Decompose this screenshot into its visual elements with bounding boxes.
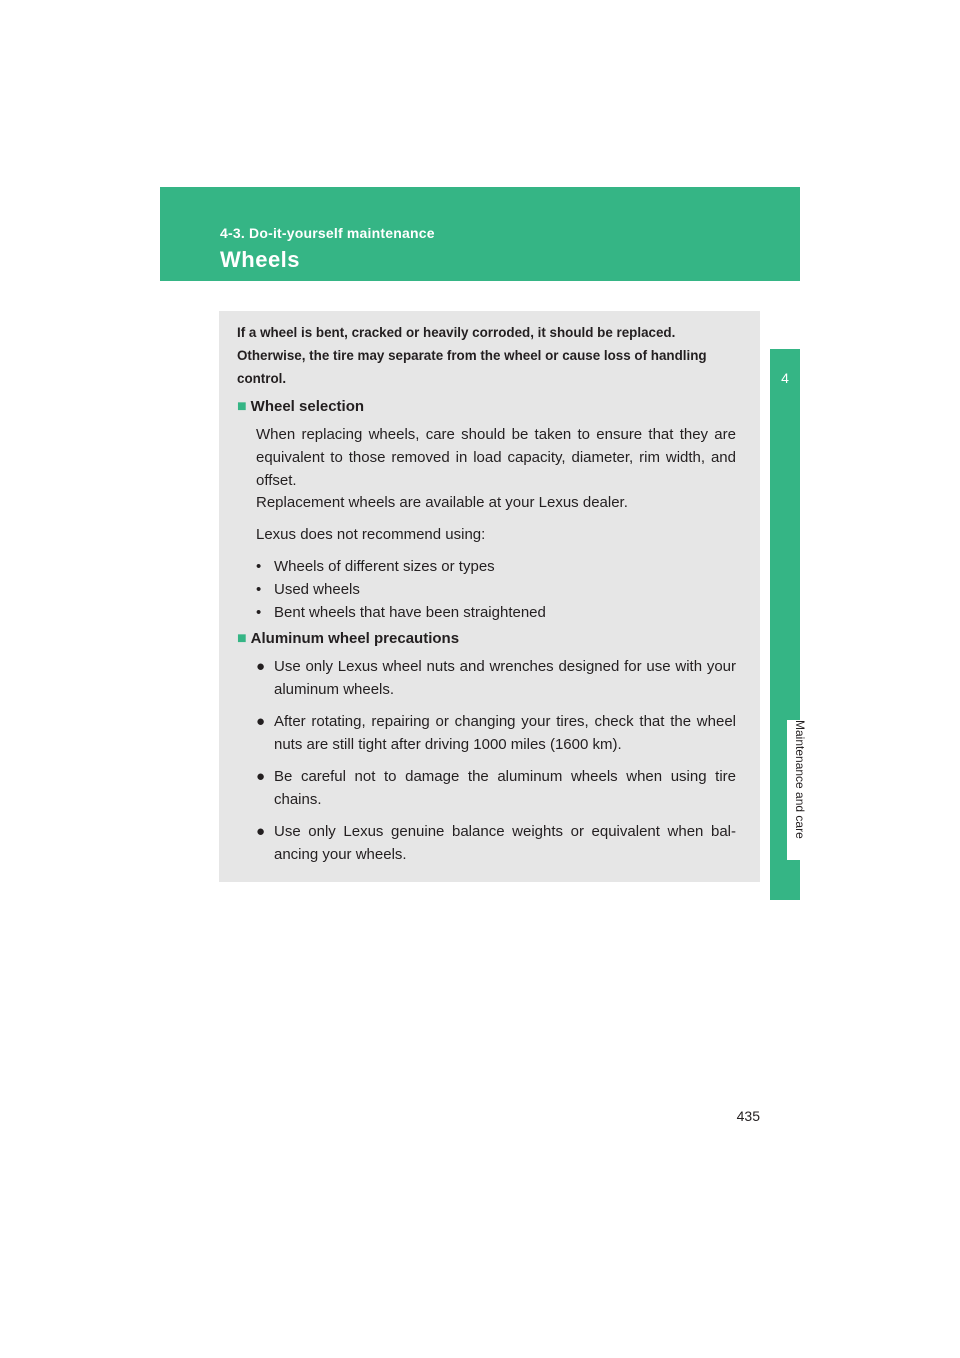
not-recommended-list: [256, 555, 736, 624]
list-item: • Used wheels: [256, 578, 736, 601]
list-item: ● Use only Lexus wheel nuts and wrenches designed for use with your aluminum wheels.: [256, 655, 736, 701]
bullet-dot-icon: •: [256, 604, 262, 621]
content-box: [219, 311, 760, 882]
wheel-selection-heading: ■ Wheel selection: [237, 398, 365, 415]
square-bullet-icon: ■: [237, 630, 247, 647]
page-header: [160, 187, 800, 281]
section-label: 4-3. Do-it-yourself maintenance: [220, 225, 435, 241]
circle-bullet-icon: ●: [256, 823, 266, 840]
aluminum-heading: ■ Aluminum wheel precautions: [237, 630, 460, 647]
square-bullet-icon: ■: [237, 398, 247, 415]
circle-bullet-icon: ●: [256, 658, 266, 675]
chapter-name: Maintenance and care: [787, 720, 807, 860]
circle-bullet-icon: ●: [256, 713, 266, 730]
list-item: • Wheels of different sizes or types: [256, 555, 736, 578]
circle-bullet-icon: ●: [256, 768, 266, 785]
page-title: Wheels: [220, 247, 301, 272]
list-item: ● Be careful not to damage the aluminum wheels when using tire chains.: [256, 765, 736, 811]
wheel-selection-paragraph: When replacing wheels, care should be taken to ensure that they are equivalent to those removed in load capacity, diameter, rim width, and offset.: [256, 426, 736, 489]
list-item: ● Use only Lexus genuine balance weights or equivalent when bal-ancing your wheels.: [256, 820, 736, 866]
chapter-tab: [770, 349, 800, 417]
bullet-dot-icon: •: [256, 581, 262, 598]
page-number: 435: [736, 1108, 760, 1124]
dealer-paragraph: Replacement wheels are available at your Lexus dealer.: [256, 494, 628, 511]
intro-text: If a wheel is bent, cracked or heavily corroded, it should be replaced. Otherwise, the tire may separate from the wheel or cause loss of handling control.: [237, 325, 707, 386]
not-recommend-paragraph: Lexus does not recommend using:: [256, 526, 486, 543]
list-item: • Bent wheels that have been straightened: [256, 601, 736, 624]
chapter-number: 4: [781, 370, 789, 386]
list-item: ● After rotating, repairing or changing your tires, check that the wheel nuts are still tight after driving 1000 miles (1600 km).: [256, 710, 736, 756]
bullet-dot-icon: •: [256, 558, 262, 575]
